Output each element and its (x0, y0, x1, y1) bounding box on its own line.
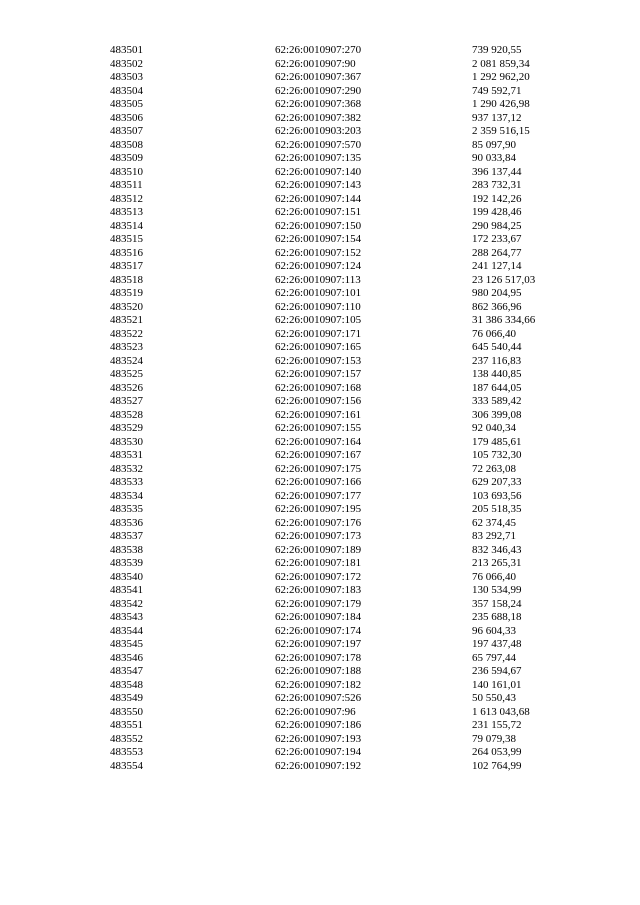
row-number-cell: 483545 (110, 638, 143, 650)
table-row (110, 463, 590, 477)
cadastral-value-cell: 288 264,77 (472, 246, 522, 259)
table-row (110, 665, 590, 679)
cadastral-value-cell: 199 428,46 (472, 206, 522, 218)
cadastral-value-cell: 62 374,45 (472, 516, 516, 529)
table-row (110, 746, 590, 760)
cadastral-value-cell: 50 550,43 (472, 692, 516, 704)
row-number-cell: 483531 (110, 449, 143, 461)
cadastral-number-cell: 62:26:0010907:150 (275, 219, 362, 232)
cadastral-value-cell: 832 346,43 (472, 543, 522, 556)
cadastral-number-cell: 62:26:0010907:194 (275, 746, 362, 758)
row-number-cell: 483523 (110, 341, 143, 353)
row-number-cell: 483535 (110, 503, 143, 515)
cadastral-number-cell: 62:26:0010907:174 (275, 624, 362, 637)
cadastral-value-cell: 31 386 334,66 (472, 314, 536, 326)
table-row (110, 193, 590, 207)
table-row (110, 314, 590, 328)
cadastral-number-cell: 62:26:0010907:110 (275, 300, 361, 313)
row-number-cell: 483551 (110, 719, 143, 731)
cadastral-value-cell: 172 233,67 (472, 233, 522, 245)
cadastral-number-cell: 62:26:0010907:178 (275, 651, 362, 664)
cadastral-value-cell: 264 053,99 (472, 746, 522, 758)
cadastral-value-cell: 83 292,71 (472, 530, 516, 542)
cadastral-number-cell: 62:26:0010907:143 (275, 179, 362, 191)
table-row (110, 179, 590, 193)
cadastral-number-cell: 62:26:0010907:188 (275, 665, 362, 677)
cadastral-number-cell: 62:26:0010907:140 (275, 165, 362, 178)
cadastral-value-cell: 357 158,24 (472, 597, 522, 610)
row-number-cell: 483538 (110, 543, 143, 556)
cadastral-value-cell: 749 592,71 (472, 84, 522, 97)
row-number-cell: 483509 (110, 152, 143, 164)
cadastral-value-cell: 102 764,99 (472, 759, 522, 772)
cadastral-value-cell: 237 116,83 (472, 354, 522, 367)
row-number-cell: 483554 (110, 759, 143, 772)
cadastral-value-cell: 197 437,48 (472, 638, 522, 650)
row-number-cell: 483552 (110, 732, 143, 745)
cadastral-value-cell: 79 079,38 (472, 732, 516, 745)
cadastral-value-cell: 179 485,61 (472, 435, 522, 448)
table-row (110, 557, 590, 571)
table-row (110, 409, 590, 423)
table-row (110, 760, 590, 774)
row-number-cell: 483541 (110, 584, 143, 596)
cadastral-number-cell: 62:26:0010907:135 (275, 152, 362, 164)
cadastral-number-cell: 62:26:0010907:96 (275, 705, 356, 718)
cadastral-number-cell: 62:26:0010907:182 (275, 678, 362, 691)
row-number-cell: 483503 (110, 71, 143, 83)
cadastral-number-cell: 62:26:0010907:367 (275, 71, 362, 83)
cadastral-number-cell: 62:26:0010907:368 (275, 98, 362, 110)
row-number-cell: 483533 (110, 476, 143, 488)
cadastral-value-cell: 241 127,14 (472, 260, 522, 272)
table-row (110, 382, 590, 396)
row-number-cell: 483534 (110, 489, 143, 502)
table-row (110, 166, 590, 180)
cadastral-value-cell: 105 732,30 (472, 449, 522, 461)
cadastral-value-cell: 937 137,12 (472, 111, 522, 124)
table-row (110, 139, 590, 153)
cadastral-value-cell: 1 613 043,68 (472, 705, 530, 718)
table-row (110, 611, 590, 625)
cadastral-value-cell: 1 290 426,98 (472, 98, 530, 110)
cadastral-number-cell: 62:26:0010907:167 (275, 449, 362, 461)
cadastral-number-cell: 62:26:0010907:189 (275, 543, 362, 556)
table-row (110, 220, 590, 234)
row-number-cell: 483506 (110, 111, 143, 124)
table-row (110, 584, 590, 598)
row-number-cell: 483513 (110, 206, 143, 218)
cadastral-number-cell: 62:26:0010907:175 (275, 462, 362, 475)
table-row (110, 58, 590, 72)
table-row (110, 355, 590, 369)
table-row (110, 98, 590, 112)
table-row (110, 301, 590, 315)
cadastral-value-cell: 231 155,72 (472, 719, 522, 731)
row-number-cell: 483520 (110, 300, 143, 313)
cadastral-value-table (110, 44, 590, 773)
table-row (110, 341, 590, 355)
row-number-cell: 483516 (110, 246, 143, 259)
cadastral-number-cell: 62:26:0010907:197 (275, 638, 362, 650)
row-number-cell: 483543 (110, 611, 143, 623)
cadastral-number-cell: 62:26:0010907:153 (275, 354, 362, 367)
table-row (110, 679, 590, 693)
cadastral-value-cell: 192 142,26 (472, 192, 522, 205)
row-number-cell: 483532 (110, 462, 143, 475)
table-row (110, 112, 590, 126)
cadastral-value-cell: 333 589,42 (472, 395, 522, 407)
row-number-cell: 483517 (110, 260, 143, 272)
row-number-cell: 483512 (110, 192, 143, 205)
cadastral-number-cell: 62:26:0010907:179 (275, 597, 362, 610)
row-number-cell: 483522 (110, 327, 143, 340)
row-number-cell: 483519 (110, 287, 143, 299)
cadastral-value-cell: 76 066,40 (472, 570, 516, 583)
table-row (110, 625, 590, 639)
cadastral-value-cell: 130 534,99 (472, 584, 522, 596)
table-row (110, 692, 590, 706)
cadastral-number-cell: 62:26:0010907:171 (275, 327, 362, 340)
cadastral-value-cell: 236 594,67 (472, 665, 522, 677)
cadastral-value-cell: 2 081 859,34 (472, 57, 530, 70)
table-row (110, 530, 590, 544)
table-row (110, 328, 590, 342)
row-number-cell: 483504 (110, 84, 143, 97)
cadastral-number-cell: 62:26:0010907:156 (275, 395, 362, 407)
cadastral-number-cell: 62:26:0010907:184 (275, 611, 362, 623)
row-number-cell: 483546 (110, 651, 143, 664)
row-number-cell: 483514 (110, 219, 143, 232)
row-number-cell: 483526 (110, 381, 143, 394)
table-row (110, 571, 590, 585)
row-number-cell: 483525 (110, 368, 143, 380)
cadastral-number-cell: 62:26:0010907:161 (275, 408, 362, 421)
cadastral-value-cell: 85 097,90 (472, 138, 516, 151)
table-row (110, 517, 590, 531)
cadastral-number-cell: 62:26:0010907:382 (275, 111, 362, 124)
cadastral-value-cell: 396 137,44 (472, 165, 522, 178)
cadastral-value-cell: 138 440,85 (472, 368, 522, 380)
cadastral-value-cell: 76 066,40 (472, 327, 516, 340)
cadastral-number-cell: 62:26:0010907:177 (275, 489, 362, 502)
row-number-cell: 483547 (110, 665, 143, 677)
table-row (110, 125, 590, 139)
cadastral-value-cell: 96 604,33 (472, 624, 516, 637)
cadastral-value-cell: 140 161,01 (472, 678, 522, 691)
table-row (110, 233, 590, 247)
cadastral-value-cell: 205 518,35 (472, 503, 522, 515)
row-number-cell: 483502 (110, 57, 143, 70)
cadastral-number-cell: 62:26:0010907:290 (275, 84, 362, 97)
cadastral-number-cell: 62:26:0010907:176 (275, 516, 362, 529)
row-number-cell: 483536 (110, 516, 143, 529)
cadastral-value-cell: 65 797,44 (472, 651, 516, 664)
cadastral-value-cell: 23 126 517,03 (472, 273, 536, 286)
cadastral-number-cell: 62:26:0010907:144 (275, 192, 362, 205)
cadastral-number-cell: 62:26:0010907:152 (275, 246, 362, 259)
cadastral-value-cell: 103 693,56 (472, 489, 522, 502)
cadastral-number-cell: 62:26:0010907:155 (275, 422, 362, 434)
cadastral-number-cell: 62:26:0010907:90 (275, 57, 356, 70)
cadastral-value-cell: 283 732,31 (472, 179, 522, 191)
cadastral-value-cell: 90 033,84 (472, 152, 516, 164)
row-number-cell: 483540 (110, 570, 143, 583)
table-row (110, 287, 590, 301)
cadastral-number-cell: 62:26:0010907:183 (275, 584, 362, 596)
row-number-cell: 483527 (110, 395, 143, 407)
table-row (110, 706, 590, 720)
table-row (110, 598, 590, 612)
table-row (110, 436, 590, 450)
row-number-cell: 483511 (110, 179, 143, 191)
cadastral-number-cell: 62:26:0010907:168 (275, 381, 362, 394)
row-number-cell: 483521 (110, 314, 143, 326)
cadastral-number-cell: 62:26:0010903:203 (275, 125, 362, 137)
table-row (110, 247, 590, 261)
cadastral-number-cell: 62:26:0010907:166 (275, 476, 362, 488)
row-number-cell: 483515 (110, 233, 143, 245)
row-number-cell: 483507 (110, 125, 143, 137)
cadastral-number-cell: 62:26:0010907:186 (275, 719, 362, 731)
row-number-cell: 483537 (110, 530, 143, 542)
row-number-cell: 483544 (110, 624, 143, 637)
table-row (110, 260, 590, 274)
table-row (110, 490, 590, 504)
table-row (110, 71, 590, 85)
cadastral-value-cell: 187 644,05 (472, 381, 522, 394)
cadastral-number-cell: 62:26:0010907:165 (275, 341, 362, 353)
row-number-cell: 483524 (110, 354, 143, 367)
cadastral-number-cell: 62:26:0010907:101 (275, 287, 362, 299)
cadastral-number-cell: 62:26:0010907:151 (275, 206, 362, 218)
table-row (110, 368, 590, 382)
cadastral-value-cell: 92 040,34 (472, 422, 516, 434)
row-number-cell: 483550 (110, 705, 143, 718)
table-row (110, 274, 590, 288)
row-number-cell: 483528 (110, 408, 143, 421)
row-number-cell: 483505 (110, 98, 143, 110)
cadastral-value-cell: 72 263,08 (472, 462, 516, 475)
table-row (110, 44, 590, 58)
row-number-cell: 483549 (110, 692, 143, 704)
cadastral-value-cell: 290 984,25 (472, 219, 522, 232)
cadastral-number-cell: 62:26:0010907:172 (275, 570, 362, 583)
row-number-cell: 483539 (110, 557, 143, 569)
cadastral-number-cell: 62:26:0010907:105 (275, 314, 362, 326)
cadastral-value-cell: 629 207,33 (472, 476, 522, 488)
cadastral-number-cell: 62:26:0010907:124 (275, 260, 362, 272)
cadastral-number-cell: 62:26:0010907:164 (275, 435, 362, 448)
table-row (110, 503, 590, 517)
table-row (110, 449, 590, 463)
row-number-cell: 483529 (110, 422, 143, 434)
table-row (110, 544, 590, 558)
cadastral-value-cell: 1 292 962,20 (472, 71, 530, 83)
table-row (110, 422, 590, 436)
cadastral-value-cell: 645 540,44 (472, 341, 522, 353)
cadastral-value-cell: 235 688,18 (472, 611, 522, 623)
row-number-cell: 483518 (110, 273, 143, 286)
cadastral-number-cell: 62:26:0010907:113 (275, 273, 361, 286)
cadastral-number-cell: 62:26:0010907:173 (275, 530, 362, 542)
cadastral-value-cell: 980 204,95 (472, 287, 522, 299)
cadastral-value-cell: 2 359 516,15 (472, 125, 530, 137)
table-row (110, 152, 590, 166)
table-row (110, 719, 590, 733)
cadastral-value-cell: 306 399,08 (472, 408, 522, 421)
cadastral-number-cell: 62:26:0010907:154 (275, 233, 362, 245)
cadastral-number-cell: 62:26:0010907:526 (275, 692, 362, 704)
row-number-cell: 483530 (110, 435, 143, 448)
row-number-cell: 483510 (110, 165, 143, 178)
cadastral-value-cell: 213 265,31 (472, 557, 522, 569)
cadastral-number-cell: 62:26:0010907:157 (275, 368, 362, 380)
cadastral-number-cell: 62:26:0010907:195 (275, 503, 362, 515)
row-number-cell: 483553 (110, 746, 143, 758)
row-number-cell: 483548 (110, 678, 143, 691)
cadastral-number-cell: 62:26:0010907:193 (275, 732, 362, 745)
row-number-cell: 483542 (110, 597, 143, 610)
cadastral-value-cell: 862 366,96 (472, 300, 522, 313)
cadastral-number-cell: 62:26:0010907:181 (275, 557, 362, 569)
table-row (110, 638, 590, 652)
cadastral-number-cell: 62:26:0010907:570 (275, 138, 362, 151)
row-number-cell: 483501 (110, 44, 143, 56)
table-row (110, 206, 590, 220)
cadastral-number-cell: 62:26:0010907:192 (275, 759, 362, 772)
cadastral-value-cell: 739 920,55 (472, 44, 522, 56)
row-number-cell: 483508 (110, 138, 143, 151)
table-row (110, 733, 590, 747)
table-row (110, 652, 590, 666)
table-row (110, 476, 590, 490)
cadastral-number-cell: 62:26:0010907:270 (275, 44, 362, 56)
table-row (110, 85, 590, 99)
table-row (110, 395, 590, 409)
